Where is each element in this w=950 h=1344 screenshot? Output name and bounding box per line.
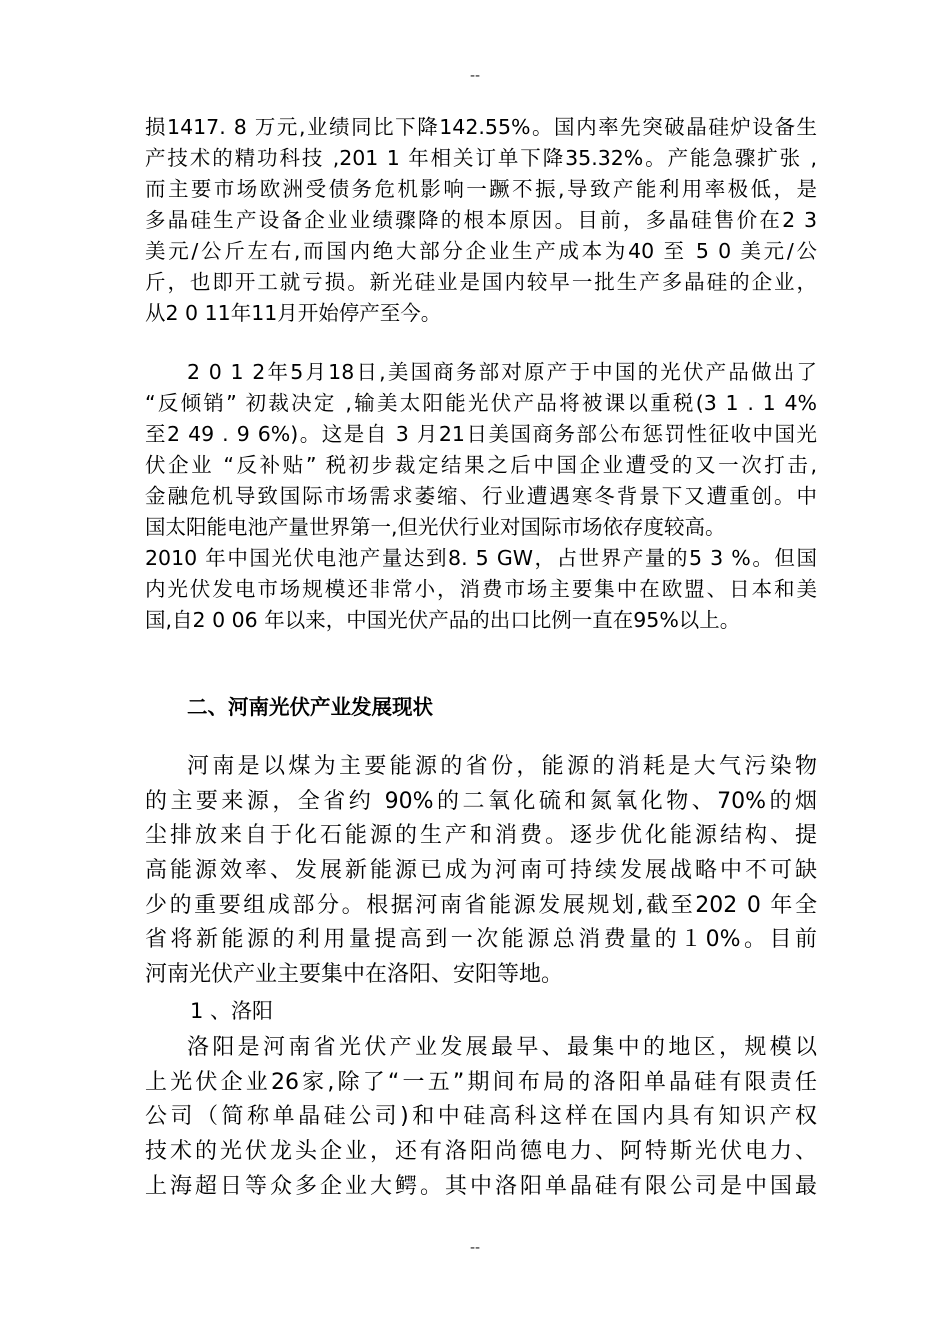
paragraph-line: 洛阳是河南省光伏产业发展最早、最集中的地区，规模以	[187, 1035, 817, 1060]
paragraph-line: 2 0 1 2年5月18日,美国商务部对原产于中国的光伏产品做出了	[187, 360, 817, 384]
paragraph-line: 上光伏企业26家,除了“一五”期间布局的洛阳单晶硅有限责任	[145, 1069, 817, 1095]
paragraph-line: 伏企业 “反补贴” 税初步裁定结果之后中国企业遭受的又一次打击,	[145, 453, 817, 477]
paragraph-line: 2010 年中国光伏电池产量达到8. 5 GW，占世界产量的5 3 %。但国	[145, 546, 817, 570]
paragraph-line: 公司（简称单晶硅公司)和中硅高科这样在国内具有知识产权	[145, 1104, 817, 1130]
paragraph-line: 损1417. 8 万元,业绩同比下降142.55%。国内率先突破晶硅炉设备生	[145, 115, 817, 139]
paragraph-line: 多晶硅生产设备企业业绩骤降的根本原因。目前，多晶硅售价在2 3	[145, 208, 817, 232]
paragraph-line: 从2 0 11年11月开始停产至今。	[145, 301, 442, 325]
paragraph-line: “反倾销” 初裁决定 ,输美太阳能光伏产品将被课以重税(3 1 . 1 4%	[145, 391, 817, 415]
paragraph-line: 国,自2 0 06 年以来，中国光伏产品的出口比例一直在95%以上。	[145, 608, 741, 632]
page-header-marker: --	[469, 68, 481, 84]
paragraph-line: 上海超日等众多企业大鳄。其中洛阳单晶硅有限公司是中国最	[145, 1173, 817, 1199]
paragraph-line: 省将新能源的利用量提高到一次能源总消费量的１0%。目前	[145, 927, 817, 953]
page-footer-marker: --	[469, 1240, 481, 1256]
paragraph-line: 河南光伏产业主要集中在洛阳、安阳等地。	[145, 962, 564, 988]
paragraph-line: 内光伏发电市场规模还非常小，消费市场主要集中在欧盟、日本和美	[145, 577, 817, 601]
subsection-heading-luoyang: 1 、洛阳	[190, 999, 274, 1023]
paragraph-anti-dumping	[145, 357, 817, 636]
paragraph-line: 高能源效率、发展新能源已成为河南可持续发展战略中不可缺	[145, 858, 817, 884]
paragraph-luoyang	[145, 1031, 817, 1204]
paragraph-line: 河南是以煤为主要能源的省份，能源的消耗是大气污染物	[187, 754, 817, 779]
section-heading: 二、河南光伏产业发展现状	[187, 695, 433, 719]
paragraph-line: 少的重要组成部分。根据河南省能源发展规划,截至202 0 年全	[145, 892, 817, 918]
paragraph-line: 技术的光伏龙头企业，还有洛阳尚德电力、阿特斯光伏电力、	[145, 1139, 817, 1165]
paragraph-line: 的主要来源，全省约 90%的二氧化硫和氮氧化物、70%的烟	[145, 788, 817, 814]
paragraph-line: 美元/公斤左右,而国内绝大部分企业生产成本为40 至 5 0 美元/公	[145, 239, 817, 263]
paragraph-line: 至2 49 . 9 6%)。这是自 3 月21日美国商务部公布惩罚性征收中国光	[145, 422, 817, 446]
paragraph-polysilicon-losses	[145, 112, 817, 329]
paragraph-line: 金融危机导致国际市场需求萎缩、行业遭遇寒冬背景下又遭重创。中	[145, 484, 817, 508]
paragraph-line: 斤，也即开工就亏损。新光硅业是国内较早一批生产多晶硅的企业，	[145, 270, 817, 294]
paragraph-line: 产技术的精功科技 ,201 1 年相关订单下降35.32%。产能急骤扩张 ,	[145, 146, 817, 170]
paragraph-line: 而主要市场欧洲受债务危机影响一蹶不振,导致产能利用率极低，是	[145, 177, 817, 201]
paragraph-line: 尘排放来自于化石能源的生产和消费。逐步优化能源结构、提	[145, 823, 817, 849]
paragraph-henan-energy	[145, 750, 817, 993]
paragraph-line: 国太阳能电池产量世界第一,但光伏行业对国际市场依存度较高。	[145, 515, 726, 539]
